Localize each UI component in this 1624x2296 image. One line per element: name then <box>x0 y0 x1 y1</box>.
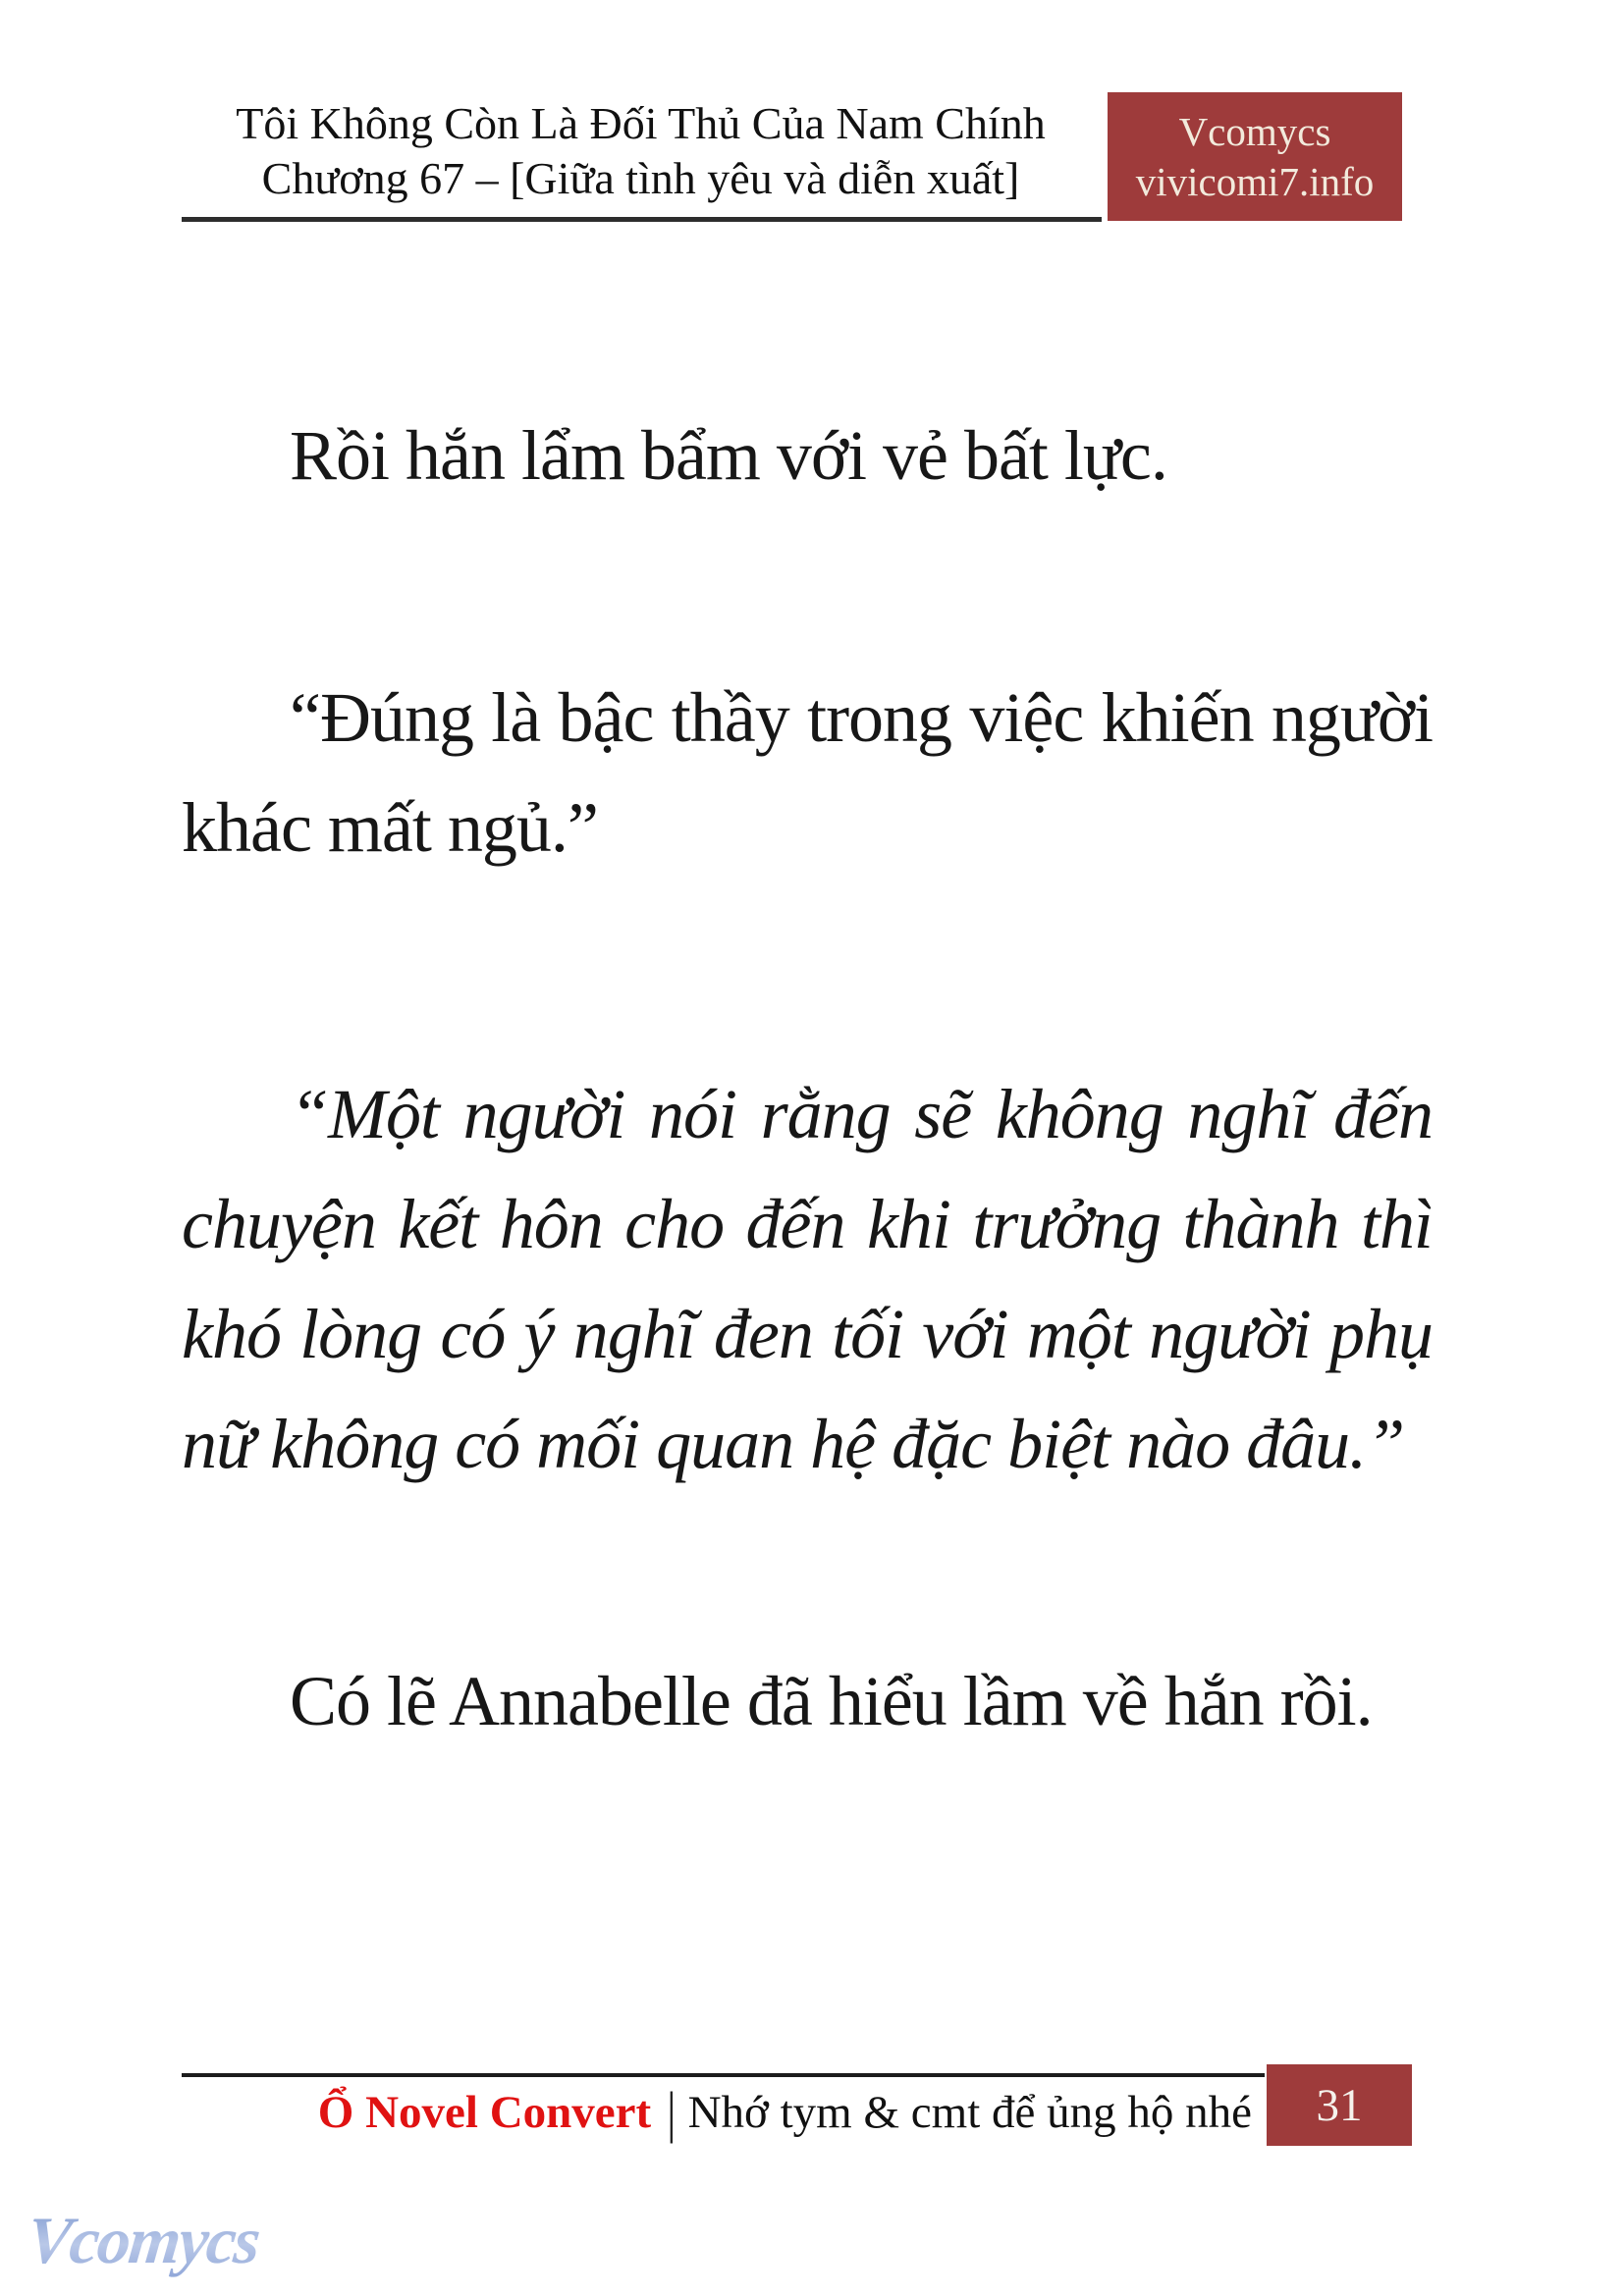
footer-divider-line <box>182 2073 1265 2077</box>
footer-brand: Ổ Novel Convert <box>317 2087 652 2138</box>
footer-note: Nhớ tym & cmt để ủng hộ nhé <box>687 2087 1252 2138</box>
site-badge-name: Vcomycs <box>1178 108 1331 154</box>
chapter-body <box>182 0 1433 1756</box>
footer-separator: | <box>667 2080 677 2145</box>
page-number: 31 <box>1316 2079 1363 2131</box>
footer <box>182 2080 1252 2145</box>
novel-title: Tôi Không Còn Là Đối Thủ Của Nam Chính <box>236 98 1046 148</box>
vcomycs-watermark-logo: Vcomycs <box>24 2203 263 2277</box>
page-number-badge <box>1267 2064 1412 2146</box>
paragraph: Rồi hắn lẩm bẩm với vẻ bất lực. <box>290 416 1167 495</box>
paragraph-italic-quote: “Một người nói rằng sẽ không nghĩ đến chuyện kết hôn cho đến khi trưởng thành thì khó lòng có ý nghĩ đen tối với một người phụ nữ không có mối quan hệ đặc biệt nào đâu.” <box>182 1075 1433 1483</box>
site-badge-url: vivicomi7.info <box>1135 158 1375 204</box>
paragraph: Có lẽ Annabelle đã hiểu lầm về hắn rồi. <box>290 1662 1373 1740</box>
chapter-title: Chương 67 – [Giữa tình yêu và diễn xuất] <box>261 153 1020 203</box>
paragraph: “Đúng là bậc thầy trong việc khiến người khác mất ngủ.” <box>182 678 1433 867</box>
